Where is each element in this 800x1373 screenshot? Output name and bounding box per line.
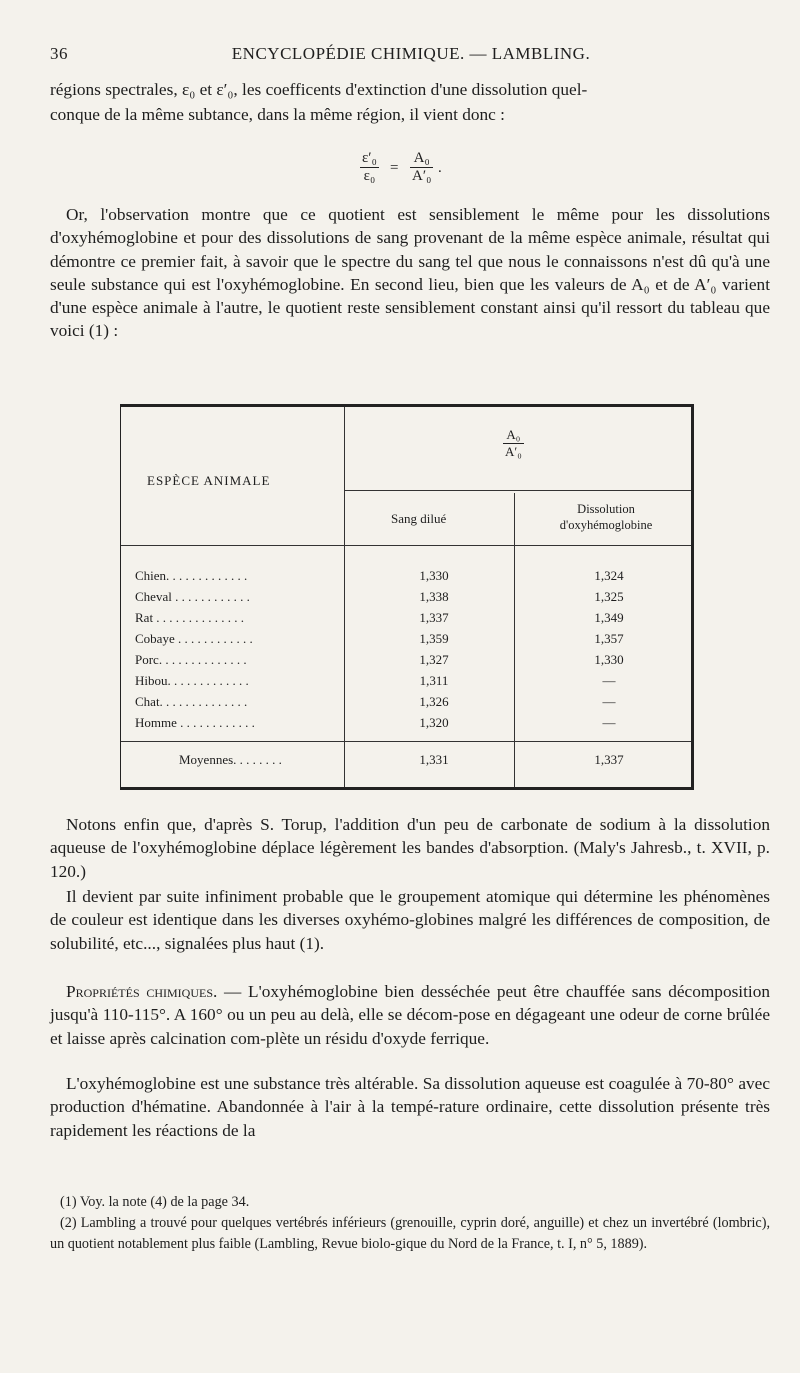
header-title: ENCYCLOPÉDIE CHIMIQUE. — LAMBLING. bbox=[231, 44, 591, 63]
footnote-2: (2) Lambling a trouvé pour quelques vertébrés inférieurs (grenouille, cyprin doré, anguille) et chez un invertébré (lombric), un quotient notablement plus faible (Lambling, Revue biolo-gique du Nord de la France, t. I, n° 5, 1889). bbox=[50, 1215, 770, 1252]
page-number: 36 bbox=[50, 44, 68, 63]
blood-value-0: 1,330 bbox=[419, 568, 449, 583]
blood-value-2: 1,337 bbox=[419, 610, 449, 625]
intro-line-1: régions spectrales, ε₀ et ε′₀, les coefficents d'extinction d'une dissolution quel- bbox=[50, 80, 588, 99]
col-species-header: ESPÈCE ANIMALE bbox=[147, 473, 271, 488]
solution-value-7: — bbox=[602, 715, 616, 730]
average-solution: 1,337 bbox=[594, 752, 624, 767]
formula-right-den: A′₀ bbox=[412, 168, 432, 184]
col-solution-header-2: d'oxyhémoglobine bbox=[559, 518, 653, 532]
table-divider-2 bbox=[514, 493, 515, 787]
average-blood: 1,331 bbox=[419, 752, 449, 767]
formula-right-fraction bbox=[410, 150, 433, 185]
blood-value-6: 1,326 bbox=[419, 694, 449, 709]
blood-value-7: 1,320 bbox=[419, 715, 449, 730]
formula-equals: = bbox=[390, 160, 399, 176]
species-row-7: Homme . . . . . . . . . . . . bbox=[135, 715, 255, 730]
col-solution-header bbox=[541, 501, 671, 533]
formula-left-den: ε₀ bbox=[363, 168, 376, 184]
paragraph-4 bbox=[50, 980, 770, 1050]
ratio-table bbox=[120, 404, 694, 790]
species-row-2: Rat . . . . . . . . . . . . . . bbox=[135, 610, 245, 625]
paragraph-3: Il devient par suite infiniment probable que le groupement atomique qui détermine les phénomènes de couleur est identique dans les diverses oxyhémo-globines malgré les différences de composition, de solubilité, etc..., signalées plus haut (1). bbox=[50, 887, 770, 953]
blood-value-1: 1,338 bbox=[419, 589, 449, 604]
table-ratio-den: A′₀ bbox=[505, 444, 522, 459]
section-heading: Propriétés chimiques. bbox=[66, 982, 218, 1001]
running-header bbox=[50, 44, 772, 68]
blood-value-4: 1,327 bbox=[419, 652, 449, 667]
footnotes bbox=[50, 1192, 770, 1255]
paragraph-4-text: — L'oxyhémoglobine bien desséchée peut être chauffée sans décomposition jusqu'à 110-115°. A 160° ou un peu au delà, elle se décom-pose en dégageant une odeur de corne brûlée et laisse après calcination com-plète un résidu d'oxyde ferrique. bbox=[50, 982, 770, 1048]
col-solution-header-1: Dissolution bbox=[577, 502, 635, 516]
blood-value-5: 1,311 bbox=[419, 673, 449, 688]
col-blood-header: Sang dilué bbox=[391, 511, 447, 526]
formula-left-fraction bbox=[360, 150, 379, 185]
table-ratio-num: A₀ bbox=[503, 427, 524, 444]
solution-value-1: 1,325 bbox=[594, 589, 624, 604]
paragraph-1: Or, l'observation montre que ce quotient est sensiblement le même pour les dissolutions d'oxyhémoglobine et pour des dissolutions de sang provenant de la même espèce animale, résultat qui démontre ce premier fait, à savoir que le spectre du sang tel que nous le connaissons n'est dû qu'à une seule substance qui est l'oxyhémoglobine. En second lieu, bien que les valeurs de A₀ et de A′₀ varient d'une espèce animale à l'autre, le quotient reste sensiblement constant ainsi qu'il ressort du tableau que voici (1) : bbox=[50, 205, 770, 341]
solution-value-5: — bbox=[602, 673, 616, 688]
solution-value-2: 1,349 bbox=[594, 610, 624, 625]
intro-line-2: conque de la même subtance, dans la même région, il vient donc : bbox=[50, 105, 505, 124]
formula-end: . bbox=[438, 160, 442, 176]
paragraph-5: L'oxyhémoglobine est une substance très altérable. Sa dissolution aqueuse est coagulée à 70-80° avec production d'hématine. Abandonnée à l'air à la tempé-rature ordinaire, cette dissolution présente très rapidement les réactions de la bbox=[50, 1074, 770, 1140]
solution-value-4: 1,330 bbox=[594, 652, 624, 667]
species-row-0: Chien. . . . . . . . . . . . . bbox=[135, 568, 248, 583]
table-avg-rule bbox=[121, 741, 691, 742]
species-row-4: Porc. . . . . . . . . . . . . . bbox=[135, 652, 247, 667]
species-row-5: Hibou. . . . . . . . . . . . . bbox=[135, 673, 249, 688]
footnote-1: (1) Voy. la note (4) de la page 34. bbox=[60, 1194, 250, 1210]
solution-value-3: 1,357 bbox=[594, 631, 624, 646]
averages-label: Moyennes. . . . . . . . bbox=[179, 752, 282, 767]
formula-left-num: ε′₀ bbox=[362, 150, 377, 166]
blood-value-3: 1,359 bbox=[419, 631, 449, 646]
solution-value-0: 1,324 bbox=[594, 568, 624, 583]
formula-right-num: A₀ bbox=[410, 150, 433, 168]
paragraph-2: Notons enfin que, d'après S. Torup, l'addition d'un peu de carbonate de sodium à la dissolution aqueuse de l'oxyhémoglobine déplace légèrement les bandes d'absorption. (Maly's Jahresb., t. XVII, p. 120.) bbox=[50, 815, 770, 881]
species-row-3: Cobaye . . . . . . . . . . . . bbox=[135, 631, 253, 646]
table-header-rule bbox=[344, 490, 691, 491]
table-body-rule bbox=[121, 545, 691, 546]
table-divider-1 bbox=[344, 407, 345, 787]
solution-value-6: — bbox=[602, 694, 616, 709]
table-ratio-header bbox=[503, 427, 524, 460]
species-row-1: Cheval . . . . . . . . . . . . bbox=[135, 589, 250, 604]
species-row-6: Chat. . . . . . . . . . . . . . bbox=[135, 694, 248, 709]
ratio-formula bbox=[360, 150, 480, 200]
